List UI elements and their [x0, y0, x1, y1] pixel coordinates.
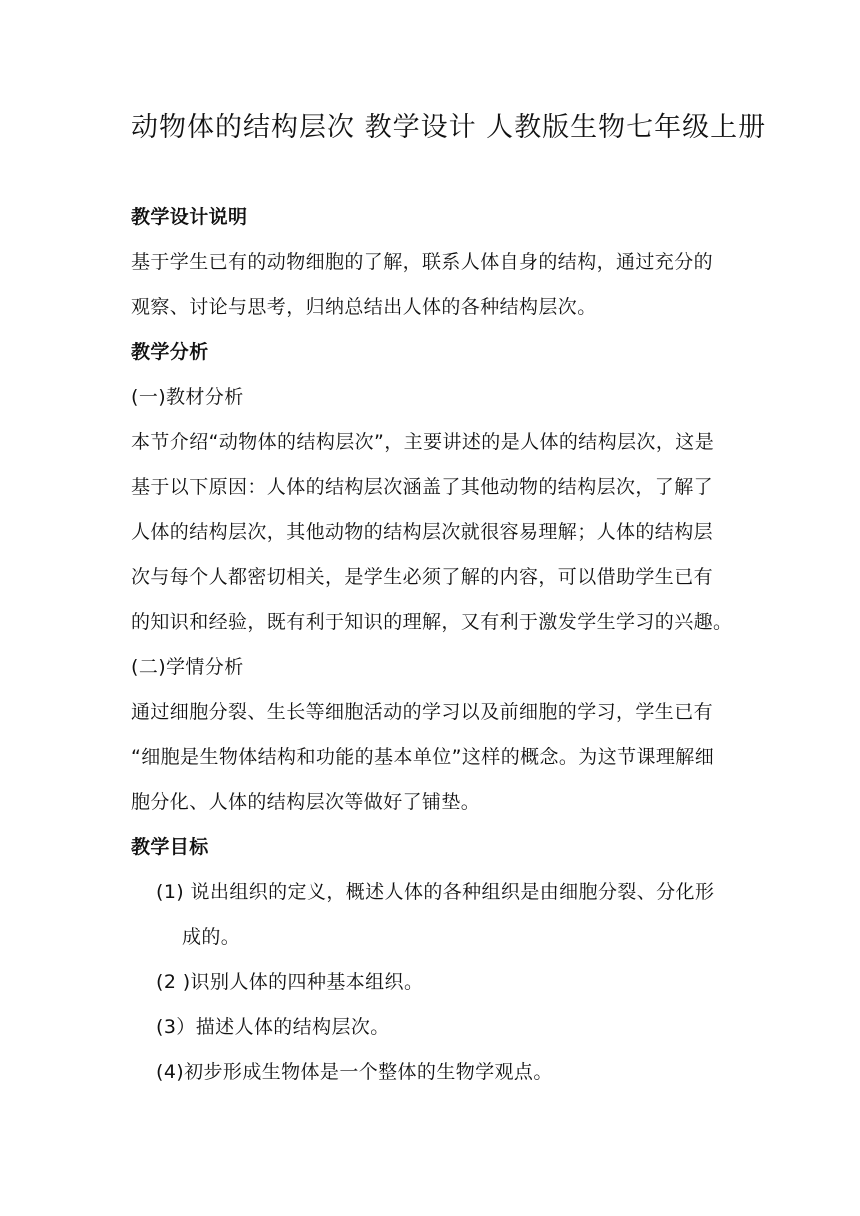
paragraph-line: 观察、讨论与思考，归纳总结出人体的各种结构层次。 — [131, 296, 597, 318]
paragraph-line: “细胞是生物体结构和功能的基本单位”这样的概念。为这节课理解细 — [131, 746, 715, 768]
section-heading-design-note: 教学设计说明 — [131, 206, 248, 228]
paragraph-line: 通过细胞分裂、生长等细胞活动的学习以及前细胞的学习，学生已有 — [131, 701, 714, 723]
goal-item-continuation: 成的。 — [182, 926, 241, 948]
goal-item: (4)初步形成生物体是一个整体的生物学观点。 — [156, 1061, 553, 1083]
goal-item: (3）描述人体的结构层次。 — [156, 1016, 390, 1038]
section-heading-goals: 教学目标 — [131, 836, 209, 858]
paragraph-line: 人体的结构层次，其他动物的结构层次就很容易理解；人体的结构层 — [131, 521, 714, 543]
section-heading-analysis: 教学分析 — [131, 341, 209, 363]
paragraph-line: 基于学生已有的动物细胞的了解，联系人体自身的结构，通过充分的 — [131, 251, 714, 273]
paragraph-line: 本节介绍“动物体的结构层次”，主要讲述的是人体的结构层次，这是 — [131, 431, 715, 453]
subheading-student-analysis: (二)学情分析 — [131, 656, 244, 678]
goal-item: (1) 说出组织的定义，概述人体的各种组织是由细胞分裂、分化形 — [156, 881, 715, 903]
goal-item: (2 )识别人体的四种基本组织。 — [156, 971, 424, 993]
paragraph-line: 胞分化、人体的结构层次等做好了铺垫。 — [131, 791, 481, 813]
paragraph-line: 的知识和经验，既有利于知识的理解，又有利于激发学生学习的兴趣。 — [131, 611, 733, 633]
subheading-textbook-analysis: (一)教材分析 — [131, 386, 244, 408]
paragraph-line: 基于以下原因：人体的结构层次涵盖了其他动物的结构层次，了解了 — [131, 476, 714, 498]
paragraph-line: 次与每个人都密切相关，是学生必须了解的内容，可以借助学生已有 — [131, 566, 714, 588]
document-title: 动物体的结构层次 教学设计 人教版生物七年级上册 — [131, 112, 767, 143]
